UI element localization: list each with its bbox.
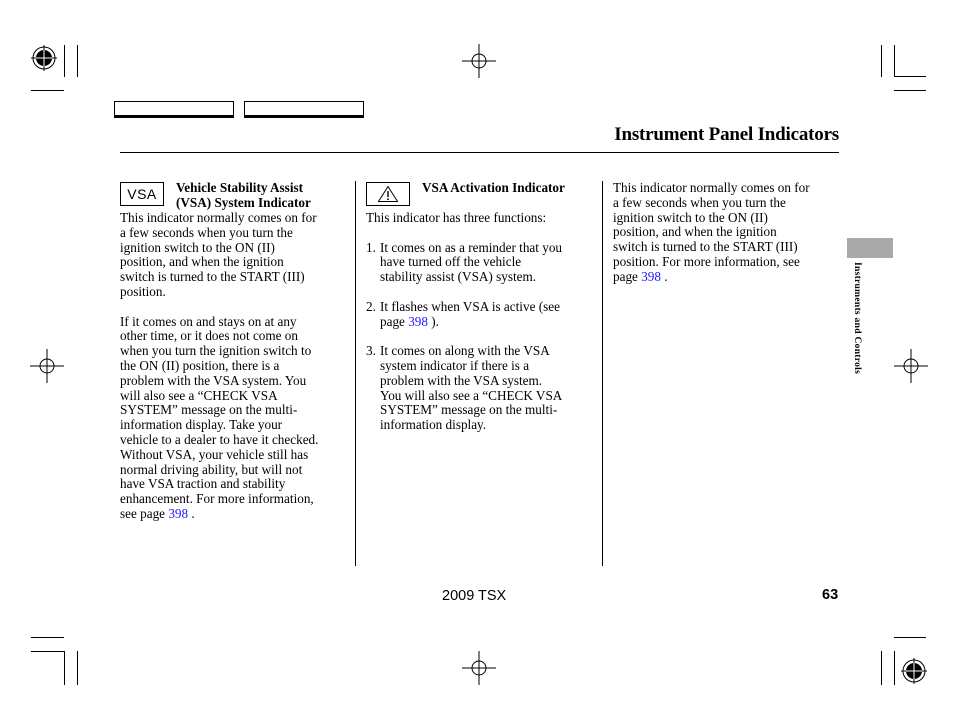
header-rule bbox=[120, 152, 839, 153]
text-line: normal driving ability, but will not bbox=[120, 461, 303, 477]
text-fragment: page bbox=[613, 268, 642, 284]
list-number: 1. bbox=[366, 239, 376, 255]
text-line: If it comes on and stays on at any bbox=[120, 313, 297, 329]
text-line: a few seconds when you turn the bbox=[613, 194, 786, 210]
text-fragment: see page bbox=[120, 505, 169, 521]
nav-previous-button[interactable] bbox=[114, 101, 234, 118]
list-number: 2. bbox=[366, 298, 376, 314]
text-fragment: . bbox=[188, 505, 195, 521]
registration-crosshair-icon bbox=[462, 651, 496, 685]
footer-model: 2009 TSX bbox=[442, 588, 507, 604]
heading-line: Vehicle Stability Assist bbox=[176, 180, 304, 195]
text-line: ignition switch to the ON (II) bbox=[613, 209, 768, 225]
text-line: You will also see a “CHECK VSA bbox=[380, 387, 563, 403]
text-line: stability assist (VSA) system. bbox=[380, 269, 537, 285]
page-title: Instrument Panel Indicators bbox=[614, 124, 839, 145]
text-line: ignition switch to the ON (II) bbox=[120, 239, 275, 255]
intro-text: This indicator has three functions: bbox=[366, 210, 547, 225]
text-fragment: page bbox=[380, 313, 409, 329]
text-line: It comes on as a reminder that you bbox=[380, 239, 563, 255]
text-line: Without VSA, your vehicle still has bbox=[120, 446, 309, 462]
registration-target-icon bbox=[31, 45, 57, 71]
page-link-398[interactable]: 398 bbox=[168, 505, 189, 521]
section-tab bbox=[847, 238, 893, 258]
section-heading-vsa-system bbox=[176, 181, 351, 211]
text-line: other time, or it does not come on bbox=[120, 328, 298, 344]
text-line: have turned off the vehicle bbox=[380, 254, 522, 270]
section-tab-label: Instruments and Controls bbox=[852, 262, 862, 375]
text-line: It flashes when VSA is active (see bbox=[380, 298, 560, 314]
text-fragment: . bbox=[660, 268, 668, 284]
list-item bbox=[366, 241, 598, 285]
text-line bbox=[613, 270, 841, 285]
text-line: information display. Take your bbox=[120, 417, 283, 433]
text-line: This indicator normally comes on for bbox=[120, 210, 317, 225]
warning-triangle-icon bbox=[377, 185, 399, 203]
list-number: 3. bbox=[366, 343, 376, 359]
vsa-activation-indicator-icon bbox=[366, 182, 410, 206]
text-line: system indicator if there is a bbox=[380, 357, 530, 373]
text-line: problem with the VSA system. You bbox=[120, 372, 307, 388]
text-line: enhancement. For more information, bbox=[120, 491, 314, 507]
text-line: will also see a “CHECK VSA bbox=[120, 387, 278, 403]
registration-crosshair-icon bbox=[894, 349, 928, 383]
text-line: position. bbox=[120, 283, 166, 299]
registration-crosshair-icon bbox=[462, 44, 496, 78]
text-line: position. For more information, see bbox=[613, 253, 800, 269]
text-line: switch is turned to the START (III) bbox=[120, 269, 305, 285]
text-line: switch is turned to the START (III) bbox=[613, 239, 798, 255]
section-heading-vsa-activation: VSA Activation Indicator bbox=[422, 180, 565, 195]
heading-line: (VSA) System Indicator bbox=[176, 194, 311, 210]
text-line: the ON (II) position, there is a bbox=[120, 357, 280, 373]
text-line bbox=[120, 507, 352, 522]
text-line: position, and when the ignition bbox=[613, 224, 777, 240]
text-line: SYSTEM” message on the multi- bbox=[120, 402, 298, 418]
text-line: a few seconds when you turn the bbox=[120, 224, 293, 240]
text-line: This indicator normally comes on for bbox=[613, 180, 810, 195]
registration-crosshair-icon bbox=[30, 349, 64, 383]
text-line: have VSA traction and stability bbox=[120, 476, 286, 492]
text-fragment: ). bbox=[427, 313, 439, 329]
page-link-398[interactable]: 398 bbox=[408, 313, 428, 329]
col3-body bbox=[613, 181, 841, 285]
page-number: 63 bbox=[822, 587, 839, 603]
text-line: information display. bbox=[380, 417, 487, 433]
text-line bbox=[380, 315, 598, 330]
paragraph bbox=[120, 315, 352, 522]
paragraph bbox=[120, 211, 352, 300]
column-divider bbox=[355, 181, 356, 566]
registration-target-icon bbox=[901, 658, 927, 684]
text-line: SYSTEM” message on the multi- bbox=[380, 402, 558, 418]
text-line: position, and when the ignition bbox=[120, 254, 284, 270]
list-item bbox=[366, 344, 598, 433]
text-line: vehicle to a dealer to have it checked. bbox=[120, 431, 319, 447]
text-line: when you turn the ignition switch to bbox=[120, 343, 312, 359]
vsa-icon-label: VSA bbox=[127, 186, 157, 202]
page-link-398[interactable]: 398 bbox=[641, 268, 661, 284]
vsa-indicator-icon bbox=[120, 182, 164, 206]
list-item bbox=[366, 300, 598, 330]
nav-next-button[interactable] bbox=[244, 101, 364, 118]
text-line: problem with the VSA system. bbox=[380, 372, 543, 388]
col1-body bbox=[120, 211, 352, 522]
col2-body bbox=[366, 211, 598, 433]
text-line: It comes on along with the VSA bbox=[380, 343, 550, 359]
column-divider bbox=[602, 181, 603, 566]
